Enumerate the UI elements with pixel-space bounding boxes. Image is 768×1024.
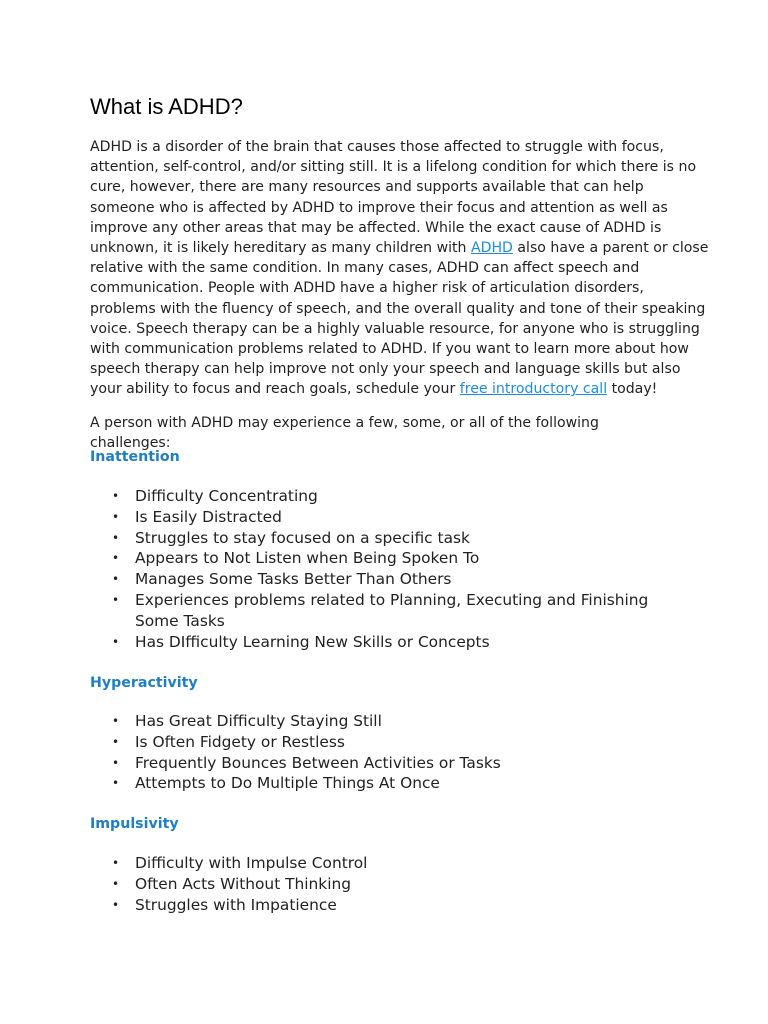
bullet-icon: •: [112, 876, 120, 891]
list-item: • Difficulty with Impulse Control: [112, 854, 368, 872]
intro-line: cure, however, there are many resources and supports available that can help: [90, 179, 644, 196]
intro-line: voice. Speech therapy can be a highly valuable resource, for anyone who is struggling: [90, 320, 700, 337]
intro-line: someone who is affected by ADHD to improve their focus and attention as well as: [90, 199, 668, 216]
bullet-icon: •: [112, 714, 120, 728]
bullet-icon: •: [112, 734, 120, 749]
intro-text-segment: your ability to focus and reach goals, schedule your: [90, 381, 460, 398]
intro-line: relative with the same condition. In many cases, ADHD can affect speech and: [90, 260, 640, 277]
intro-line-with-link: [90, 238, 709, 258]
hyperactivity-list: [90, 711, 680, 794]
bullet-icon: •: [112, 530, 120, 545]
intro-text-segment: today!: [607, 381, 658, 398]
bullet-icon: •: [112, 509, 120, 524]
list-item: • Often Acts Without Thinking: [112, 874, 352, 893]
intro-line: with communication problems related to ADHD. If you want to learn more about how: [90, 341, 689, 358]
list-item: • Attempts to Do Multiple Things At Once: [112, 774, 440, 793]
page-title: What is ADHD?: [90, 94, 243, 119]
bullet-icon: •: [112, 776, 120, 791]
list-item: • Struggles to stay focused on a specific task: [112, 528, 470, 547]
bullet-icon: •: [112, 592, 120, 607]
intro-line: problems with the fluency of speech, and the overall quality and tone of their speaking: [90, 300, 706, 317]
adhd-link[interactable]: ADHD: [470, 240, 513, 257]
bullet-icon: •: [112, 755, 120, 770]
intro-text-segment: also have a parent or close: [512, 240, 709, 257]
list-item: • Has DIfficulty Learning New Skills or Concepts: [112, 632, 490, 651]
bullet-icon: •: [112, 551, 120, 566]
intro-line-with-link: [90, 379, 680, 399]
list-item: • Difficulty Concentrating: [112, 487, 318, 505]
bullet-icon: •: [112, 856, 120, 870]
section-heading-impulsivity: Impulsivity: [90, 816, 179, 832]
intro-paragraph: [90, 137, 709, 400]
free-introductory-call-link[interactable]: free introductory call: [459, 381, 608, 398]
intro-line: ADHD is a disorder of the brain that causes those affected to struggle with focus,: [90, 139, 664, 155]
intro-line: improve any other areas that may be affected. While the exact cause of ADHD is: [90, 219, 662, 236]
list-item: • Is Often Fidgety or Restless: [112, 732, 345, 751]
bullet-icon: •: [112, 897, 120, 912]
bullet-icon: •: [112, 489, 120, 503]
bullet-icon: •: [112, 634, 120, 649]
list-item: • Frequently Bounces Between Activities or Tasks: [112, 753, 501, 772]
inattention-list: [90, 486, 680, 652]
list-item: • Has Great Difficulty Staying Still: [112, 712, 382, 730]
intro-line: speech therapy can help improve not only your speech and language skills but also: [90, 361, 681, 378]
impulsivity-list: [90, 853, 680, 915]
list-item: • Experiences problems related to Planning, Executing and Finishing Some Tasks: [112, 590, 649, 630]
list-item: • Manages Some Tasks Better Than Others: [112, 570, 452, 589]
section-heading-inattention: Inattention: [90, 449, 180, 465]
intro-line: attention, self-control, and/or sitting still. It is a lifelong condition for which there is no: [90, 159, 697, 176]
lead-paragraph: A person with ADHD may experience a few, some, or all of the following challenges:: [90, 415, 599, 452]
list-item: • Struggles with Impatience: [112, 895, 337, 914]
intro-line: communication. People with ADHD have a higher risk of articulation disorders,: [90, 280, 644, 297]
intro-text-segment: unknown, it is likely hereditary as many children with: [90, 240, 471, 257]
section-heading-hyperactivity: Hyperactivity: [90, 675, 198, 691]
list-item: • Appears to Not Listen when Being Spoken To: [112, 549, 480, 568]
list-item: • Is Easily Distracted: [112, 507, 282, 526]
bullet-icon: •: [112, 572, 120, 587]
